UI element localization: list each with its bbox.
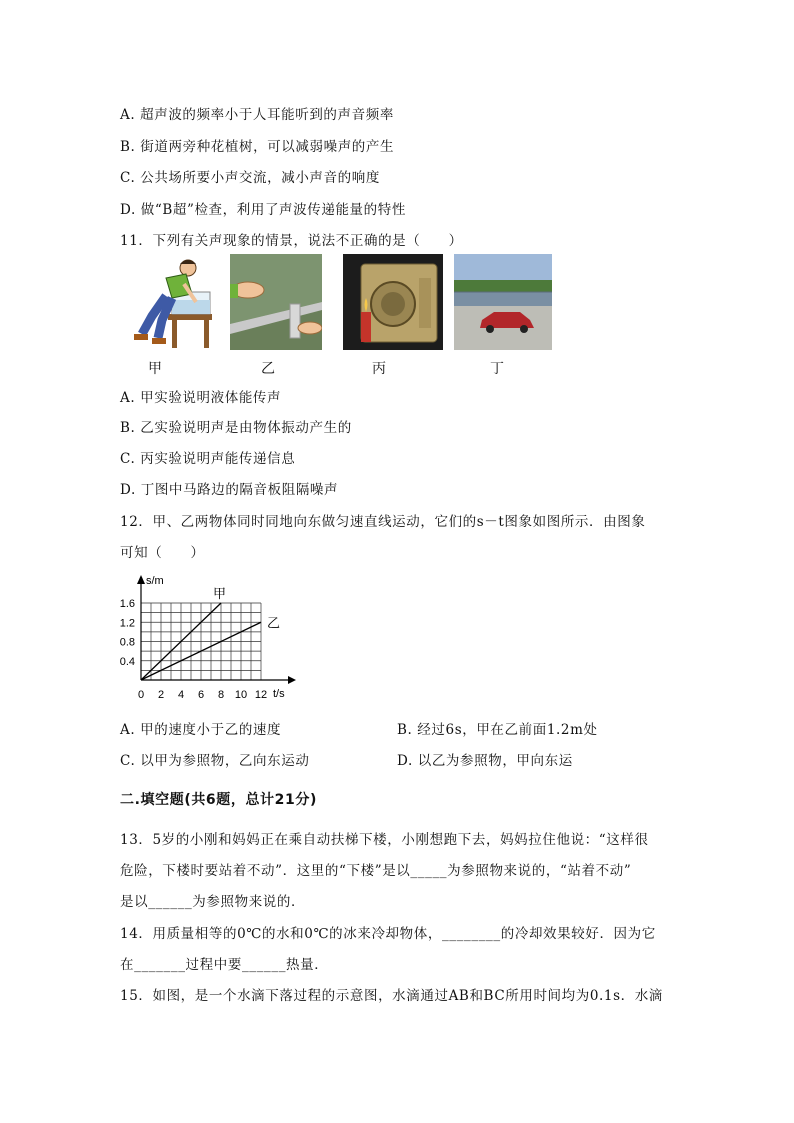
x-tick-label: 6	[197, 689, 205, 701]
y-tick-label: 1.6	[119, 598, 135, 610]
experiment-image-jia	[122, 254, 214, 350]
q12-option-c: C. 以甲为参照物，乙向东运动	[120, 753, 310, 769]
experiment-image-ding	[454, 254, 552, 350]
experiment-image-bing	[343, 254, 443, 350]
y-tick-label: 1.2	[119, 617, 135, 630]
q11-option-d: D. 丁图中马路边的隔音板阻隔噪声	[120, 482, 339, 498]
y-axis-arrow	[137, 575, 145, 584]
section-title: 二.填空题(共6题，总计21分)	[120, 792, 317, 808]
x-tick-label: 4	[177, 689, 185, 701]
q12-option-b: B. 经过6s，甲在乙前面1.2m处	[397, 722, 598, 738]
q10-option-a: A. 超声波的频率小于人耳能听到的声音频率	[120, 107, 394, 123]
q10-option-c: C. 公共场所要小声交流，减小声音的响度	[120, 170, 380, 186]
x-axis-arrow	[288, 676, 296, 684]
x-tick-label: 8	[217, 689, 225, 701]
q12-option-a: A. 甲的速度小于乙的速度	[120, 722, 282, 738]
q11-option-c: C. 丙实验说明声能传递信息	[120, 451, 296, 467]
q10-option-b: B. 街道两旁种花植树，可以减弱噪声的产生	[120, 139, 395, 155]
q13-line1: 13．5岁的小刚和妈妈正在乘自动扶梯下楼，小刚想跑下去，妈妈拉住他说：“这样很	[120, 832, 649, 848]
caption-bing: 丙	[372, 361, 386, 377]
q13-line2: 危险，下楼时要站着不动”．这里的“下楼”是以_____为参照物来说的，“站着不动”	[120, 863, 632, 879]
x-axis-label: t/s	[273, 688, 285, 700]
x-tick-label: 10	[234, 689, 248, 701]
x-tick-label: 0	[137, 689, 145, 701]
experiment-image-yi	[230, 254, 322, 350]
q10-option-d: D. 做“B超”检查，利用了声波传递能量的特性	[120, 202, 406, 218]
x-tick-label: 12	[254, 689, 268, 701]
caption-yi: 乙	[261, 361, 275, 377]
q11-option-a: A. 甲实验说明液体能传声	[120, 390, 282, 406]
caption-ding: 丁	[490, 361, 504, 377]
x-tick-label: 2	[157, 689, 165, 701]
q13-line3: 是以______为参照物来说的．	[120, 894, 306, 910]
series-label-yi: 乙	[267, 615, 281, 631]
y-tick-label: 0.4	[119, 655, 135, 668]
q12-option-d: D. 以乙为参照物，甲向东运	[397, 753, 573, 769]
y-axis-label: s/m	[146, 575, 164, 587]
q14-line1: 14．用质量相等的0℃的水和0℃的冰来冷却物体，________的冷却效果较好．因为它	[120, 926, 656, 942]
q11-option-b: B. 乙实验说明声是由物体振动产生的	[120, 420, 352, 436]
q15-line1: 15．如图，是一个水滴下落过程的示意图，水滴通过AB和BC所用时间均为0.1s．水滴	[120, 988, 663, 1004]
q12-stem-line2: 可知（ ）	[120, 545, 205, 561]
caption-jia: 甲	[148, 361, 162, 377]
s-t-chart	[110, 570, 310, 710]
q12-stem-line1: 12．甲、乙两物体同时同地向东做匀速直线运动，它们的s－t图象如图所示．由图象	[120, 514, 646, 530]
q11-stem: 11．下列有关声现象的情景，说法不正确的是（ ）	[120, 233, 463, 249]
series-label-jia: 甲	[213, 586, 227, 601]
q14-line2: 在_______过程中要______热量．	[120, 957, 329, 973]
y-tick-label: 0.8	[119, 636, 135, 649]
